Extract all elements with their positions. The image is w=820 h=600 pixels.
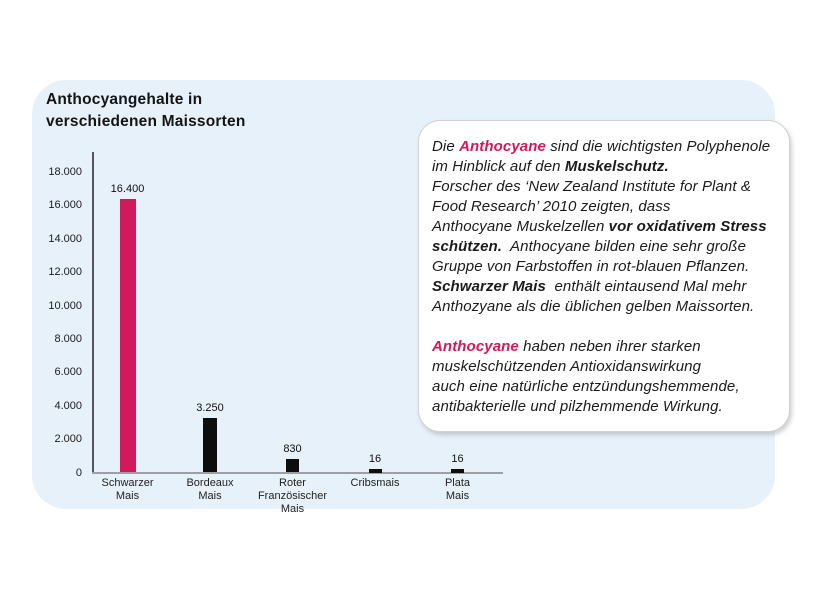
infobox-line: [432, 397, 779, 417]
bar-2: [286, 459, 299, 473]
bar-value-label: 16: [451, 452, 464, 465]
x-category-label-line: Roter: [279, 477, 306, 489]
infobox-paragraph: [432, 337, 779, 417]
infobox-text-segment: Food Research’ 2010 zeigten, dass: [432, 198, 671, 215]
infobox-line: [432, 237, 779, 257]
infobox-text-segment: sind die wichtigsten Polyphenole: [545, 138, 771, 155]
infobox-line: [432, 257, 779, 277]
infobox-text-segment: Gruppe von Farbstoffen in rot-blauen Pflanzen.: [432, 258, 750, 275]
bar-4: [451, 469, 464, 473]
infobox-text-segment: Forscher des ‘New Zealand Institute for Plant &: [432, 178, 752, 195]
infobox-text-segment: vor oxidativem Stress: [608, 218, 767, 235]
y-tick-label: 8.000: [54, 332, 82, 345]
chart-title-line-1: Anthocyangehalte in: [46, 91, 203, 108]
infobox-line: [432, 277, 779, 297]
infobox-line: [432, 357, 779, 377]
y-tick-label: 0: [75, 466, 82, 479]
y-tick-label: 10.000: [48, 299, 82, 312]
y-axis-line: [92, 152, 94, 473]
y-tick-label: 14.000: [48, 232, 82, 245]
infobox-text-segment: Anthocyane bilden eine sehr große: [502, 238, 747, 255]
infobox-text-segment: im Hinblick auf den: [432, 158, 565, 175]
chart-title-line-2: verschiedenen Maissorten: [46, 113, 246, 130]
infobox-text-segment: Schwarzer Mais: [432, 278, 546, 295]
x-category-label-line: Mais: [198, 490, 222, 502]
bar-value-label: 16: [368, 452, 382, 465]
x-category-label-line: Cribsmais: [350, 477, 400, 489]
infobox-text-segment: Anthocyane Muskelzellen: [432, 218, 609, 235]
bar-3: [369, 469, 382, 473]
y-tick-label: 12.000: [48, 266, 82, 279]
infobox-text-segment: antibakterielle und pilzhemmende Wirkung.: [432, 398, 723, 415]
infobox-text-segment: Anthocyane: [432, 338, 519, 355]
infobox-text-segment: haben neben ihrer starken: [518, 338, 701, 355]
info-box-content: [432, 137, 779, 417]
x-category-label-line: Schwarzer: [101, 477, 154, 489]
infobox-line: [432, 177, 779, 197]
x-category-label-line: Mais: [280, 503, 305, 515]
x-category-label-line: Mais: [115, 490, 140, 502]
infobox-line: [432, 197, 779, 217]
infobox-text-segment: Anthozyane als die üblichen gelben Maissorten.: [432, 298, 755, 315]
infobox-text-segment: Muskelschutz.: [564, 158, 669, 175]
bar-value-label: 830: [283, 442, 302, 455]
y-tick-label: 18.000: [48, 166, 82, 178]
infobox-line: [432, 377, 779, 397]
bar-0: [120, 199, 136, 473]
infobox-text-segment: muskelschützenden Antioxidanswirkung: [432, 358, 702, 375]
infobox-line: [432, 337, 779, 357]
x-category-label-line: Mais: [445, 490, 470, 502]
infobox-line: [432, 137, 779, 157]
infobox-text-segment: auch eine natürliche entzündungshemmende,: [432, 378, 740, 395]
info-box: [418, 120, 790, 432]
bar-value-label: 16.400: [110, 182, 145, 195]
infobox-paragraph: [432, 137, 779, 317]
infobox-line: [432, 297, 779, 317]
infobox-text-segment: schützen.: [432, 238, 503, 255]
y-tick-label: 2.000: [54, 433, 82, 446]
y-tick-label: 4.000: [54, 399, 82, 412]
x-category-label-line: Bordeaux: [186, 477, 234, 489]
infobox-text-segment: enthält eintausend Mal mehr: [545, 278, 747, 295]
x-category-label-line: Plata: [444, 477, 471, 489]
infobox-text-segment: Die: [432, 138, 460, 155]
infobox-text-segment: Anthocyane: [459, 138, 546, 155]
x-category-label: [406, 477, 510, 503]
y-tick-label: 16.000: [48, 199, 82, 212]
y-tick-label: 6.000: [54, 366, 82, 379]
bar-1: [203, 418, 217, 472]
infobox-line: [432, 217, 779, 237]
infobox-line: [432, 157, 779, 177]
bar-value-label: 3.250: [196, 402, 224, 415]
x-category-label-line: Französischer: [257, 490, 328, 502]
